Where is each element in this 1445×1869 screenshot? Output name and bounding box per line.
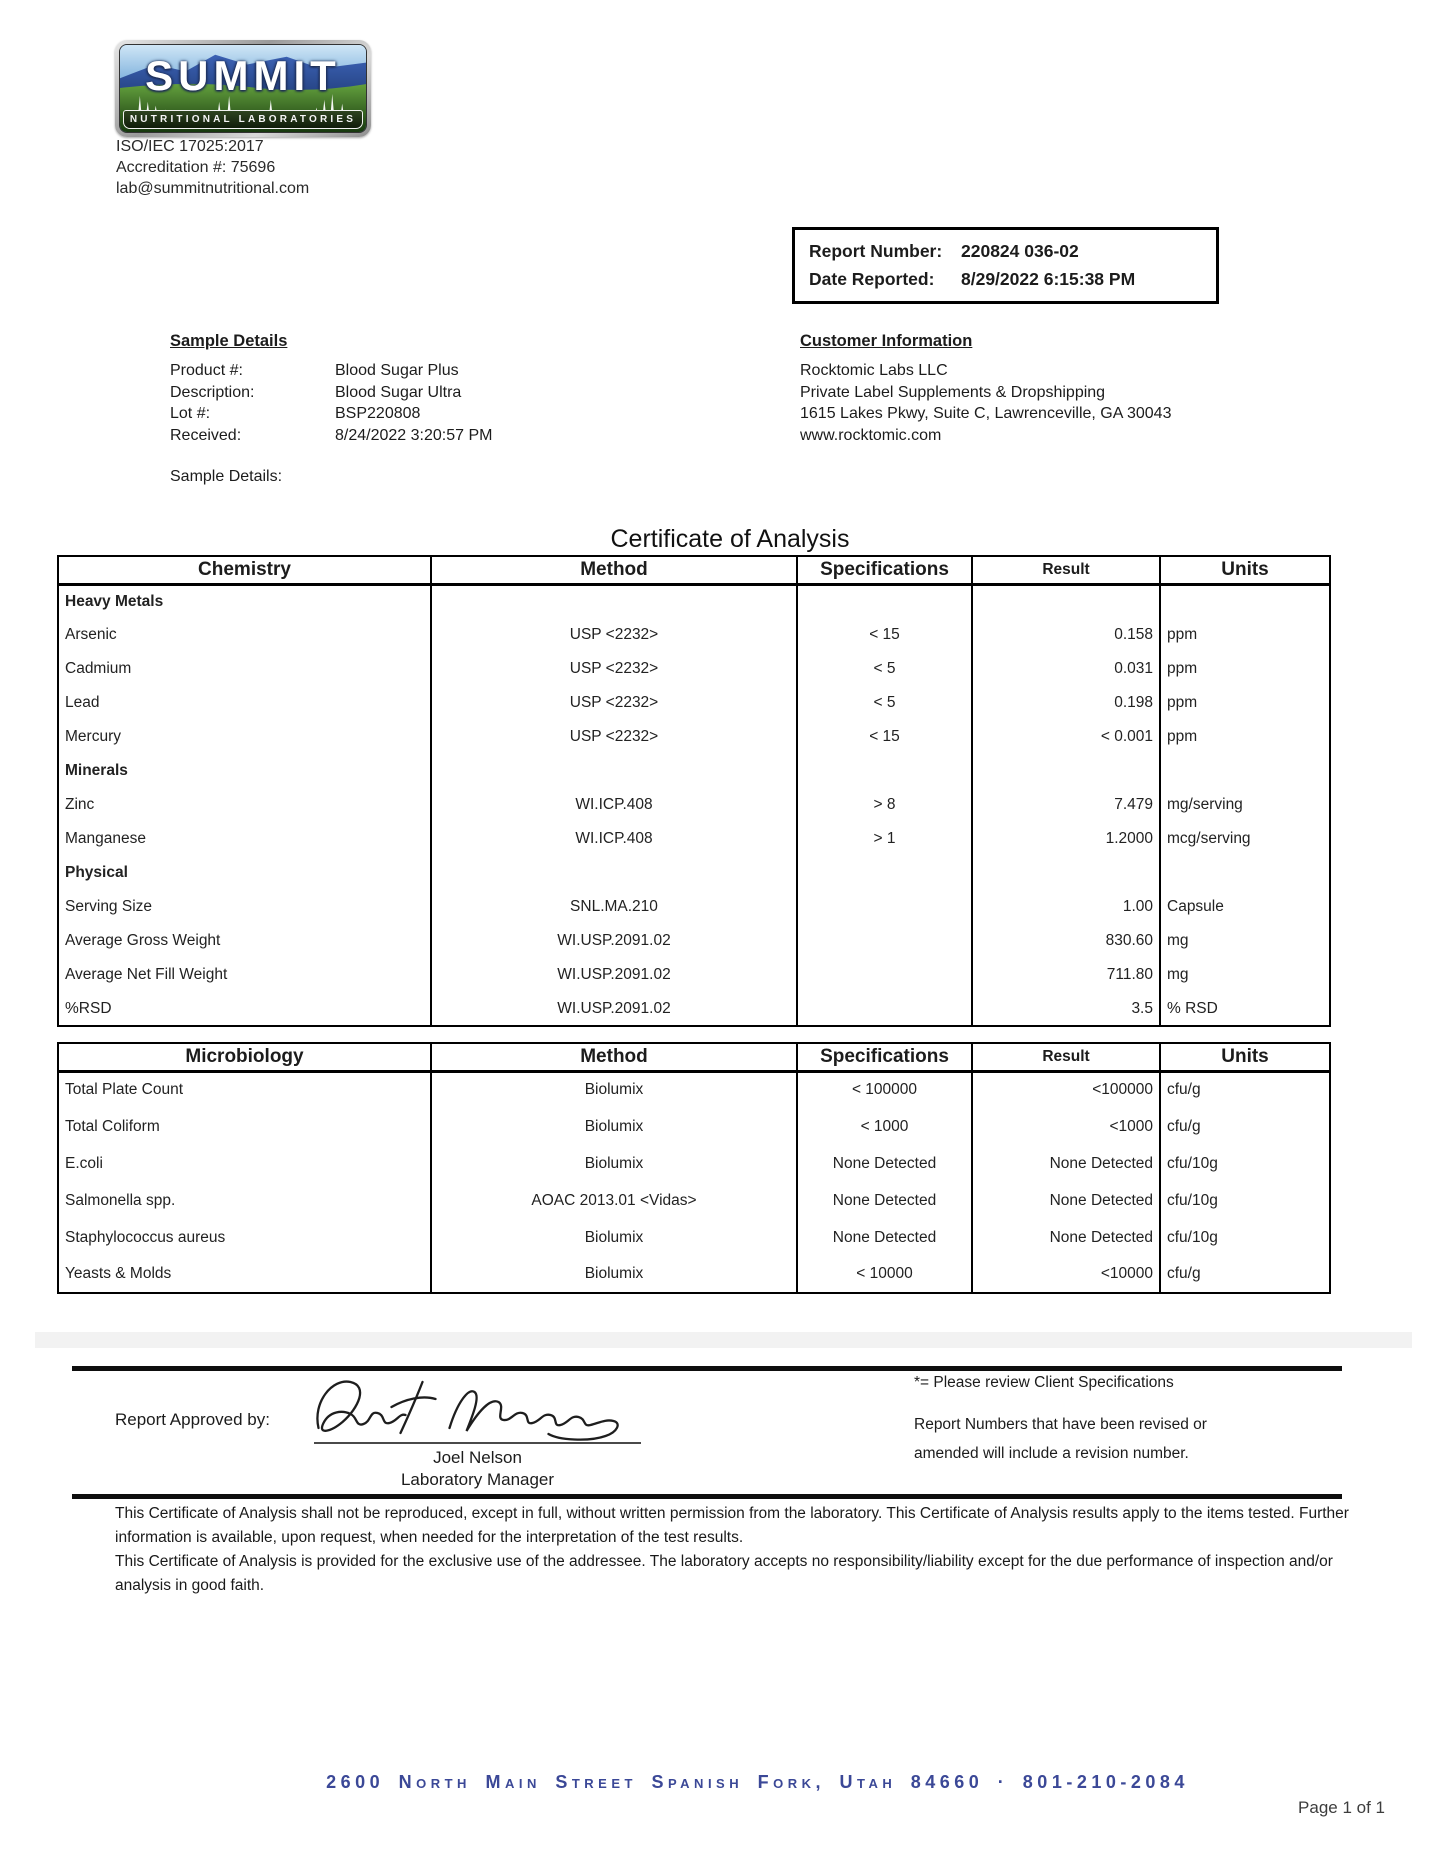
specification-cell (797, 856, 972, 890)
specification-cell (797, 924, 972, 958)
result-cell: 1.00 (972, 890, 1160, 924)
sample-field-row (170, 403, 630, 425)
microbiology-table-row (58, 1256, 1330, 1293)
chemistry-table-row (58, 788, 1330, 822)
chemistry-table-row (58, 686, 1330, 720)
result-cell: < 0.001 (972, 720, 1160, 754)
result-cell: 0.031 (972, 652, 1160, 686)
method-cell: Biolumix (431, 1219, 797, 1256)
sample-field-value: BSP220808 (335, 405, 421, 422)
sample-field-value: Blood Sugar Ultra (335, 383, 462, 401)
sample-field-value: 8/24/2022 3:20:57 PM (335, 426, 493, 444)
microbiology-table-row (58, 1071, 1330, 1108)
customer-info-line: Private Label Supplements & Dropshipping (800, 383, 1106, 401)
analyte-name-cell: Arsenic (58, 618, 431, 652)
units-column-header: Units (1160, 1043, 1330, 1071)
customer-information-heading: Customer Information (800, 332, 973, 350)
signature-line (314, 1442, 641, 1444)
sample-details-extra-label: Sample Details: (170, 468, 283, 485)
microbiology-table-row (58, 1145, 1330, 1182)
specification-cell (797, 584, 972, 618)
client-specifications-note: *= Please review Client Specifications (914, 1374, 1174, 1391)
result-cell: 830.60 (972, 924, 1160, 958)
report-number-row (809, 237, 1202, 265)
method-cell: USP <2232> (431, 686, 797, 720)
unit-cell: cfu/10g (1167, 1154, 1218, 1172)
method-cell: Biolumix (431, 1108, 797, 1145)
result-cell: 711.80 (972, 958, 1160, 992)
logo-wordmark: SUMMIT (145, 52, 341, 99)
method-cell: USP <2232> (431, 652, 797, 686)
specification-cell (797, 890, 972, 924)
method-cell: WI.ICP.408 (431, 788, 797, 822)
method-cell: Biolumix (431, 1071, 797, 1108)
method-column-header: Method (431, 1043, 797, 1071)
chemistry-table-row (58, 856, 1330, 890)
chemistry-table-row (58, 958, 1330, 992)
microbiology-table (57, 1042, 1331, 1294)
unit-cell: Capsule (1167, 898, 1224, 915)
disclaimer-section (115, 1502, 1357, 1598)
analyte-name-cell: Lead (58, 686, 431, 720)
result-cell: None Detected (972, 1219, 1160, 1256)
specification-cell: None Detected (797, 1145, 972, 1182)
unit-cell: ppm (1167, 728, 1198, 745)
organism-name-cell: Yeasts & Molds (58, 1256, 431, 1293)
disclaimer-paragraph-1: This Certificate of Analysis shall not be reproduced, except in full, without written permission from the laboratory. This Certificate of Analysis results apply to the items tested. Further information is available, upon request, when needed for the interpretation of the test results. (115, 1505, 1349, 1546)
report-info-box (792, 227, 1219, 304)
sample-field-label: Product #: (170, 362, 243, 379)
sample-field-row (170, 382, 630, 404)
signer-title: Laboratory Manager (400, 1470, 555, 1489)
specification-cell (797, 992, 972, 1026)
method-cell: Biolumix (431, 1256, 797, 1293)
lab-address-footer: 2600 North Main Street Spanish Fork, Utah 84660 · 801-210-2084 (326, 1772, 1189, 1792)
customer-info-line: Rocktomic Labs LLC (800, 362, 948, 379)
analyte-name-cell: Average Net Fill Weight (58, 958, 431, 992)
method-cell: AOAC 2013.01 <Vidas> (431, 1182, 797, 1219)
unit-cell: cfu/g (1167, 1081, 1201, 1099)
chemistry-table-row (58, 890, 1330, 924)
analyte-name-cell: Serving Size (58, 890, 431, 924)
analyte-name-cell: Manganese (58, 822, 431, 856)
date-reported-row (809, 265, 1202, 293)
organism-name-cell: E.coli (58, 1145, 431, 1182)
specification-cell: None Detected (797, 1219, 972, 1256)
unit-cell: cfu/10g (1167, 1191, 1218, 1209)
unit-cell: mcg/serving (1167, 830, 1251, 847)
analyte-name-cell: Mercury (58, 720, 431, 754)
result-cell (972, 754, 1160, 788)
accreditation-block (116, 136, 309, 199)
chemistry-table-row (58, 924, 1330, 958)
chemistry-header-row (58, 556, 1330, 584)
method-column-header: Method (431, 556, 797, 584)
specification-cell: < 100000 (797, 1071, 972, 1108)
method-cell: WI.USP.2091.02 (431, 992, 797, 1026)
result-cell: None Detected (972, 1182, 1160, 1219)
method-cell: SNL.MA.210 (431, 890, 797, 924)
method-cell: USP <2232> (431, 618, 797, 652)
chemistry-table-row (58, 992, 1330, 1026)
chemistry-table-row (58, 754, 1330, 788)
method-cell (431, 856, 797, 890)
analyte-name-cell: Cadmium (58, 652, 431, 686)
analyte-name-cell: Physical (58, 856, 431, 890)
sample-field-row (170, 425, 630, 447)
report-number-label: Report Number: (809, 241, 943, 261)
method-cell: WI.USP.2091.02 (431, 924, 797, 958)
sample-details-section (170, 332, 630, 446)
accreditation-number-text: Accreditation #: 75696 (116, 159, 276, 176)
unit-cell: cfu/10g (1167, 1228, 1218, 1246)
analyte-name-cell: Zinc (58, 788, 431, 822)
customer-information-section (800, 332, 1340, 446)
unit-cell (1160, 754, 1330, 788)
result-column-header: Result (972, 556, 1160, 584)
notes-block (914, 1372, 1224, 1468)
microbiology-table-row (58, 1182, 1330, 1219)
specification-cell (797, 958, 972, 992)
logo-tagline: NUTRITIONAL LABORATORIES (123, 110, 363, 129)
specification-cell: < 15 (797, 618, 972, 652)
chemistry-table-row (58, 720, 1330, 754)
result-cell: 7.479 (972, 788, 1160, 822)
specification-cell: < 5 (797, 686, 972, 720)
unit-cell: mg/serving (1167, 796, 1243, 813)
unit-cell: ppm (1167, 660, 1198, 677)
analyte-name-cell: Minerals (58, 754, 431, 788)
result-cell: 0.158 (972, 618, 1160, 652)
sample-field-label: Lot #: (170, 405, 211, 422)
unit-cell: ppm (1167, 694, 1198, 711)
page-number: Page 1 of 1 (1298, 1798, 1385, 1817)
result-cell (972, 584, 1160, 618)
date-reported-value: 8/29/2022 6:15:38 PM (961, 269, 1136, 289)
summit-logo-art (119, 44, 367, 133)
specification-cell: > 1 (797, 822, 972, 856)
method-cell: WI.ICP.408 (431, 822, 797, 856)
signer-name: Joel Nelson (433, 1448, 522, 1467)
specification-cell: < 1000 (797, 1108, 972, 1145)
gray-divider-band (35, 1332, 1412, 1348)
page-title: Certificate of Analysis (610, 525, 850, 553)
result-cell: <1000 (972, 1108, 1160, 1145)
method-cell (431, 584, 797, 618)
customer-info-line: www.rocktomic.com (800, 426, 942, 444)
analyte-name-cell: Heavy Metals (58, 584, 431, 618)
organism-name-cell: Total Coliform (58, 1108, 431, 1145)
result-column-header: Result (972, 1043, 1160, 1071)
microbiology-header-row (58, 1043, 1330, 1071)
unit-cell (1160, 856, 1330, 890)
unit-cell: % RSD (1167, 999, 1218, 1017)
method-cell (431, 754, 797, 788)
unit-cell: cfu/g (1167, 1265, 1201, 1282)
unit-cell (1160, 584, 1330, 618)
chemistry-table (57, 555, 1331, 1027)
disclaimer-paragraph-2: This Certificate of Analysis is provided for the exclusive use of the addressee. The laboratory accepts no responsibility/liability except for the due performance of inspection and/or analysis in good faith. (115, 1553, 1333, 1594)
chemistry-table-row (58, 822, 1330, 856)
chemistry-table-row (58, 652, 1330, 686)
report-number-value: 220824 036-02 (961, 241, 1079, 261)
chemistry-table-row (58, 618, 1330, 652)
analyte-name-cell: %RSD (58, 992, 431, 1026)
result-cell: None Detected (972, 1145, 1160, 1182)
specification-cell: None Detected (797, 1182, 972, 1219)
result-cell: <10000 (972, 1256, 1160, 1293)
result-cell: 3.5 (972, 992, 1160, 1026)
microbiology-table-row (58, 1108, 1330, 1145)
method-cell: Biolumix (431, 1145, 797, 1182)
horizontal-rule-top (72, 1366, 1342, 1371)
unit-cell: mg (1167, 966, 1189, 983)
sample-field-label: Description: (170, 383, 255, 401)
revision-note: Report Numbers that have been revised or amended will include a revision number. (914, 1416, 1207, 1462)
sample-details-heading: Sample Details (170, 332, 288, 350)
specification-cell: < 10000 (797, 1256, 972, 1293)
method-cell: USP <2232> (431, 720, 797, 754)
organism-name-cell: Total Plate Count (58, 1071, 431, 1108)
specification-cell (797, 754, 972, 788)
customer-info-line: 1615 Lakes Pkwy, Suite C, Lawrenceville, GA 30043 (800, 405, 1172, 422)
date-reported-label: Date Reported: (809, 269, 935, 289)
specification-cell: < 15 (797, 720, 972, 754)
result-cell (972, 856, 1160, 890)
unit-cell: mg (1167, 932, 1189, 949)
microbiology-column-header: Microbiology (58, 1043, 431, 1071)
unit-cell: ppm (1167, 626, 1198, 643)
specification-cell: < 5 (797, 652, 972, 686)
chemistry-column-header: Chemistry (58, 556, 431, 584)
unit-cell: cfu/g (1167, 1117, 1201, 1135)
specifications-column-header: Specifications (797, 1043, 972, 1071)
sample-field-label: Received: (170, 426, 242, 444)
signature-block (300, 1370, 655, 1491)
result-cell: <100000 (972, 1071, 1160, 1108)
microbiology-table-row (58, 1219, 1330, 1256)
horizontal-rule-bottom (72, 1494, 1342, 1499)
units-column-header: Units (1160, 556, 1330, 584)
iso-standard-text: ISO/IEC 17025:2017 (116, 138, 264, 155)
report-approved-by-label: Report Approved by: (115, 1410, 270, 1429)
chemistry-table-row (58, 584, 1330, 618)
lab-email-text: lab@summitnutritional.com (116, 180, 310, 197)
organism-name-cell: Salmonella spp. (58, 1182, 431, 1219)
result-cell: 1.2000 (972, 822, 1160, 856)
summit-logo (115, 40, 371, 137)
sample-field-value: Blood Sugar Plus (335, 362, 459, 379)
method-cell: WI.USP.2091.02 (431, 958, 797, 992)
organism-name-cell: Staphylococcus aureus (58, 1219, 431, 1256)
result-cell: 0.198 (972, 686, 1160, 720)
specifications-column-header: Specifications (797, 556, 972, 584)
specification-cell: > 8 (797, 788, 972, 822)
signature-handwriting (300, 1370, 655, 1442)
sample-field-row (170, 360, 630, 382)
analyte-name-cell: Average Gross Weight (58, 924, 431, 958)
